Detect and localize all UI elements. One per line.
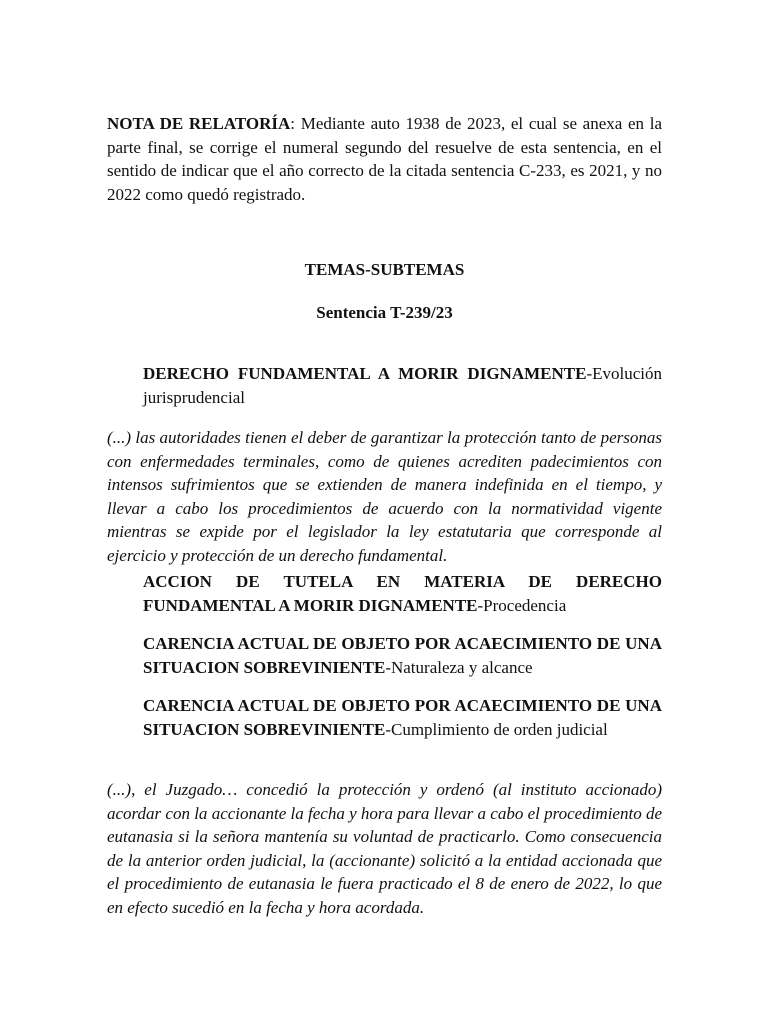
topic-3-heading: CARENCIA ACTUAL DE OBJETO POR ACAECIMIENTO DE UNA SITUACION SOBREVINIENTE	[143, 634, 662, 677]
topic-2-heading: ACCION DE TUTELA EN MATERIA DE DERECHO FUNDAMENTAL A MORIR DIGNAMENTE	[143, 572, 662, 615]
topic-1-subheading: -Evolución jurisprudencial	[143, 364, 662, 407]
ruling-title: Sentencia T-239/23	[316, 303, 453, 322]
topic-4-heading: CARENCIA ACTUAL DE OBJETO POR ACAECIMIENTO DE UNA SITUACION SOBREVINIENTE	[143, 696, 662, 739]
topic-1-heading: DERECHO FUNDAMENTAL A MORIR DIGNAMENTE	[143, 364, 587, 383]
topic-2-subheading: -Procedencia	[477, 595, 567, 615]
note-text: : Mediante auto 1938 de 2023, el cual se anexa en la parte final, se corrige el numeral segundo del resuelve de esta sentencia, en el sentido de indicar que el año correcto de la citada sentencia C-233, es 2021, y no 2022 como quedó registrado.	[107, 114, 662, 204]
topic-2	[143, 570, 662, 617]
topic-4-subheading: -Cumplimiento de orden judicial	[385, 719, 608, 739]
topic-3	[143, 632, 662, 679]
topic-4	[143, 694, 662, 741]
topic-3-subheading: -Naturaleza y alcance	[385, 657, 533, 677]
excerpt-1: (...) las autoridades tienen el deber de garantizar la protección tanto de personas con enfermedades terminales, como de quienes acrediten padecimientos con intensos sufrimientos que se extienden de manera indefinida en el tiempo, y llevar a cabo los procedimientos de acuerdo con la normatividad vigente mientras se expide por el legislador la ley estatutaria que corresponde al ejercicio y protección de un derecho fundamental.	[107, 428, 662, 565]
topic-1	[143, 362, 662, 409]
topics-title: TEMAS-SUBTEMAS	[304, 260, 465, 279]
note-label: NOTA DE RELATORÍA	[107, 114, 291, 133]
excerpt-2: (...), el Juzgado… concedió la protección y ordenó (al instituto accionado) acordar con la accionante la fecha y hora para llevar a cabo el procedimiento de eutanasia si la señora mantenía su voluntad de practicarlo. Como consecuencia de la anterior orden judicial, la (accionante) solicitó a la entidad accionada que el procedimiento de eutanasia le fuera practicado el 8 de enero de 2022, lo que en efecto sucedió en la fecha y hora acordada.	[107, 780, 662, 917]
relatoria-note	[107, 112, 662, 206]
